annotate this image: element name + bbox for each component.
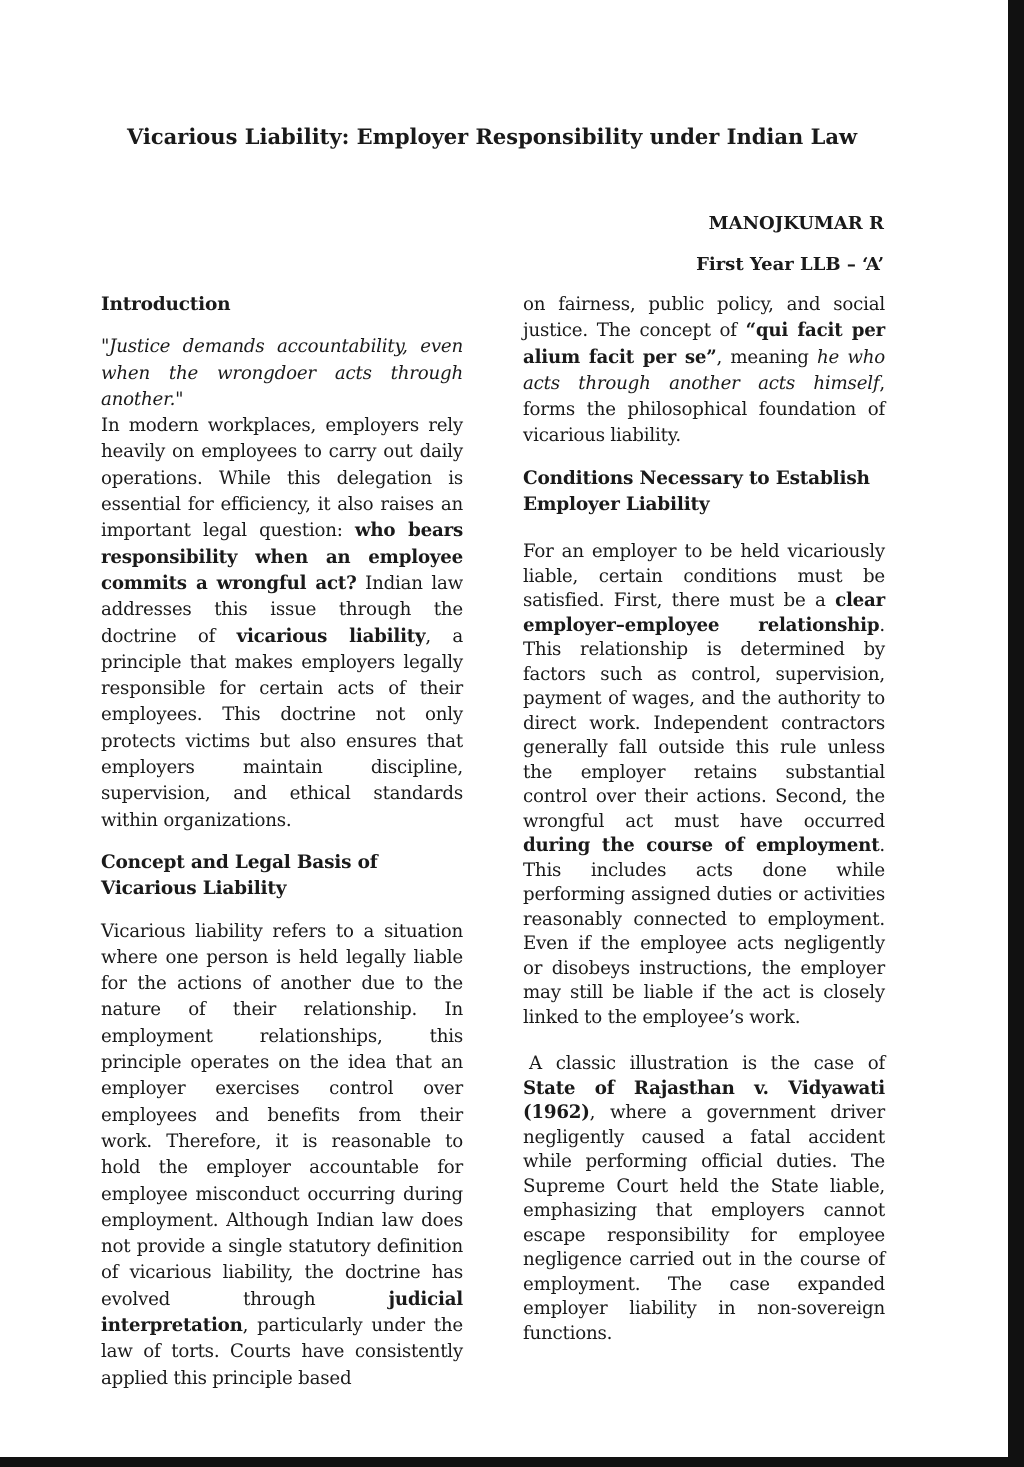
document-title: Vicarious Liability: Employer Responsibility under Indian Law — [126, 124, 858, 149]
page-edge-bottom — [0, 1457, 1024, 1467]
page-edge-right — [1008, 0, 1024, 1467]
conditions-heading: Conditions Necessary to Establish Employer Liability — [523, 467, 870, 516]
introduction-heading: Introduction — [101, 294, 231, 315]
opening-quote: "Justice demands accountability, even when the wrongdoer acts through another." — [101, 336, 463, 410]
author-class: First Year LLB – ‘A’ — [696, 254, 884, 275]
left-column — [101, 292, 463, 1392]
concept-paragraph: Vicarious liability refers to a situation where one person is held legally liable for the actions of another due to the nature of their relationship. In employment relationships, this principle operates on the idea that an employer exercises control over employees and benefits from their work. Therefore, it is reasonable to hold the employer accountable for employee misconduct occurring during employment. Although Indian law does not provide a single statutory definition of vicarious liability, the doctrine has evolved through judicial interpretation, particularly under the law of torts. Courts have consistently applied this principle based — [101, 920, 463, 1389]
concept-heading: Concept and Legal Basis of Vicarious Liability — [101, 851, 378, 900]
concept-paragraph-continued: on fairness, public policy, and social justice. The concept of “qui facit per alium facit per se”, meaning he who acts through another acts himself, forms the philosophical foundation of vicarious liability. — [523, 294, 885, 447]
conditions-paragraph: For an employer to be held vicariously liable, certain conditions must be satisfied. First, there must be a clear employer–employee relationship. This relationship is determined by factors such as control, supervision, payment of wages, and the authority to direct work. Independent contractors generally fall outside this rule unless the employer retains substantial control over their actions. Second, the wrongful act must have occurred during the course of employment. This includes acts done while performing assigned duties or activities reasonably connected to employment. Even if the employee acts negligently or disobeys instructions, the employer may still be liable if the act is closely linked to the employee’s work. — [523, 541, 885, 1028]
introduction-paragraph: In modern workplaces, employers rely heavily on employees to carry out daily operations. While this delegation is essential for efficiency, it also raises an important legal question: who bears responsibility when an employee commits a wrongful act? Indian law addresses this issue through the doctrine of vicarious liability, a principle that makes employers legally responsible for certain acts of their employees. This doctrine not only protects victims but also ensures that employers maintain discipline, supervision, and ethical standards within organizations. — [101, 415, 464, 831]
right-column — [523, 292, 885, 1346]
author-name: MANOJKUMAR R — [708, 213, 884, 234]
case-paragraph: A classic illustration is the case of State of Rajasthan v. Vidyawati (1962), where a government driver negligently caused a fatal accident while performing official duties. The Supreme Court held the State liable, emphasizing that employers cannot escape responsibility for employee negligence carried out in the course of employment. The case expanded employer liability in non-sovereign functions. — [523, 1053, 885, 1344]
